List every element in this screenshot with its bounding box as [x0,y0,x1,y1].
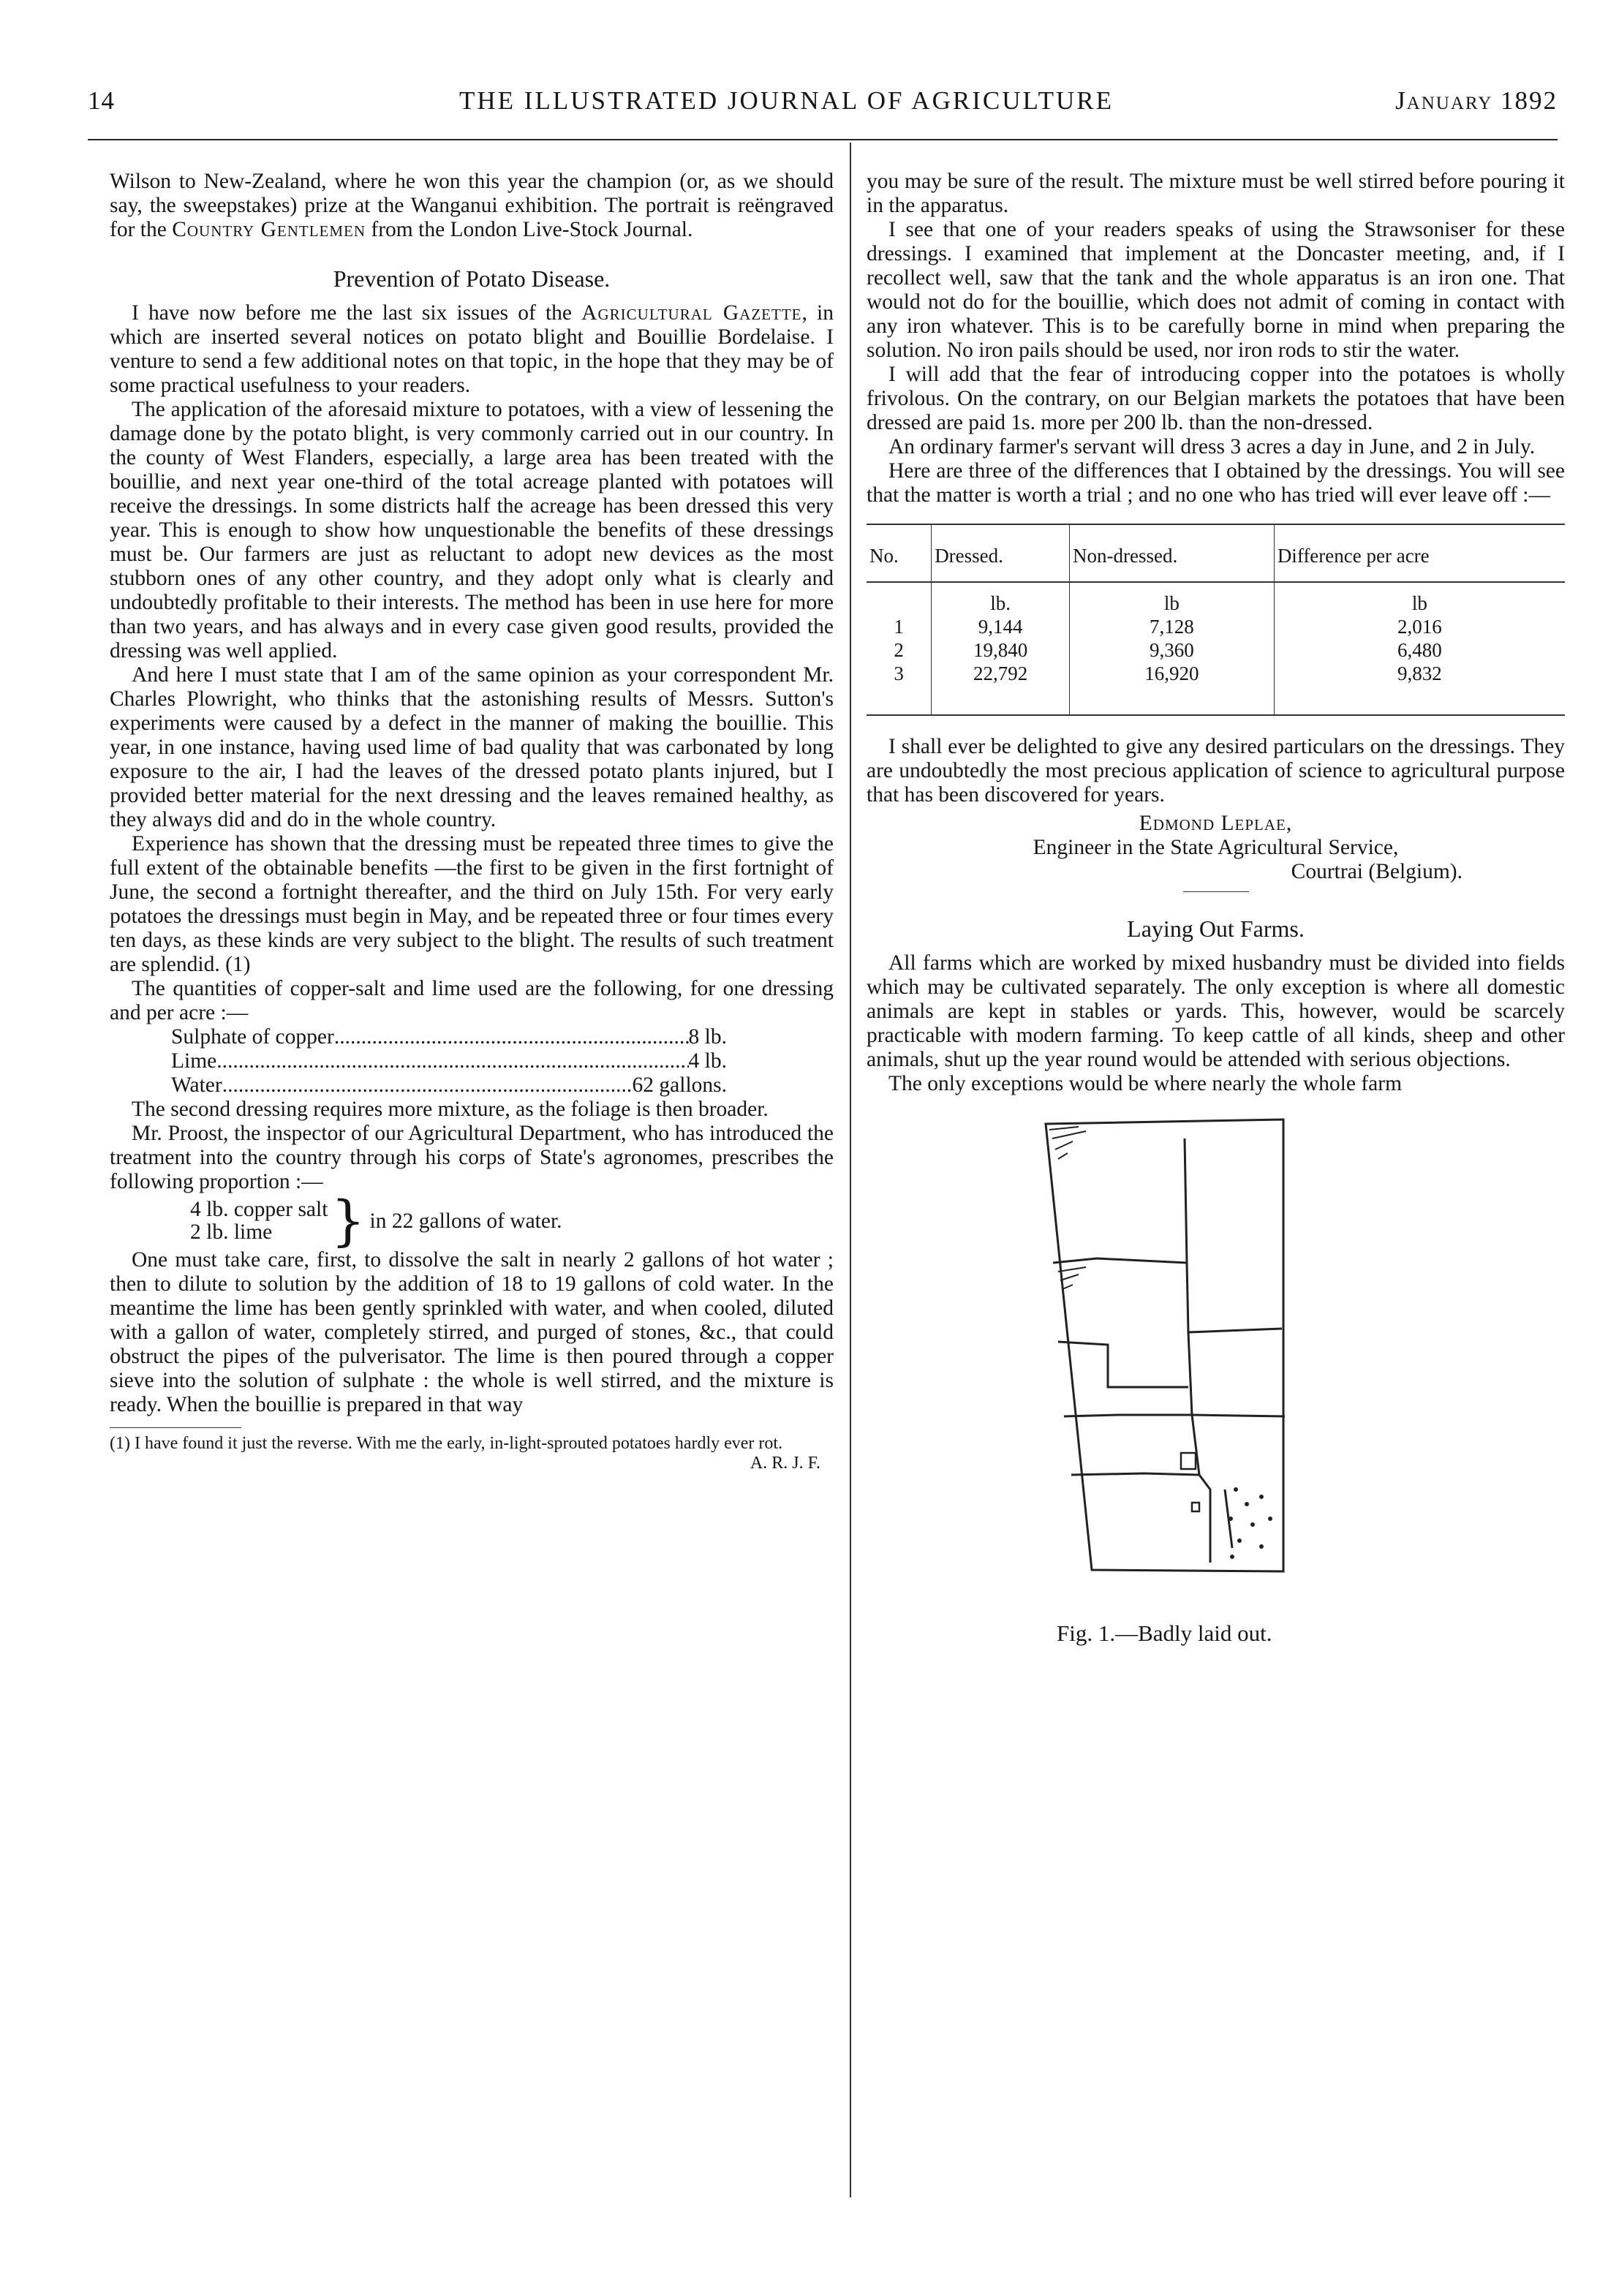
table-row: 3 22,792 16,920 9,832 [867,662,1565,715]
paragraph: you may be sure of the result. The mixture must be well stirred before pouring it in the apparatus. [867,170,1565,217]
section-title-laying-out-farms: Laying Out Farms. [1127,915,1305,942]
proportion-line: 4 lb. copper salt [190,1198,328,1221]
paragraph: All farms which are worked by mixed husbandry must be divided into fields which may be cultivated separately. The only exception is where all domestic animals are kept in stables or yards. This, however, would be scarcely practicable with modern farming. To keep cattle of all kinds, sheep and other animals, shut up the year round would be attended with serious objections. [867,951,1565,1071]
farm-plan-drawing [867,1109,1565,1614]
table-unit-row: lb. lb lb [867,582,1565,615]
paragraph: I will add that the fear of introducing copper into the potatoes is wholly frivolous. On the contrary, on our Belgian markets the potatoes that have been dressed are paid 1s. more per 200 lb. than the non-dressed. [867,363,1565,434]
farm-layout-figure [867,1109,1565,1665]
left-column [110,170,834,1473]
footnote: (1) I have found it just the reverse. With me the early, in-light-sprouted potatoes hardly ever rot. A. R. J. F. [110,1434,820,1473]
paragraph: The second dressing requires more mixture, as the foliage is then broader. [132,1098,769,1121]
journal-title: THE ILLUSTRATED JOURNAL OF AGRICULTURE [459,86,1114,115]
table-row: 1 9,144 7,128 2,016 [867,615,1565,638]
footnote-signature: A. R. J. F. [750,1454,820,1473]
brace: } [331,1190,366,1253]
paragraph: An ordinary farmer's servant will dress 3 acres a day in June, and 2 in July. [888,435,1536,458]
paragraph: Experience has shown that the dressing must be repeated three times to give the full extent of the obtainable benefits —the first to be given in the first fortnight of June, the second a fortnight thereafter, and the third on July 15th. For very early potatoes the dressings must begin in May, and be repeated three or four times every ten days, as these kinds are very subject to the blight. The results of such treatment are splendid. (1) [110,832,834,976]
results-table [867,524,1565,716]
mixture-item: Sulphate of copper ..... 8 lb. [171,1025,727,1049]
paragraph: Mr. Proost, the inspector of our Agricultural Department, who has introduced the treatment into the country through his corps of State's agronomes, prescribes the following proportion :— [110,1122,834,1193]
table-header-row [867,524,1565,582]
proportion-formula [190,1190,834,1253]
paragraph: And here I must state that I am of the same opinion as your correspondent Mr. Charles Plowright, who thinks that the astonishing results of Messrs. Sutton's experiments were caused by a defect in the manner of making the bouillie. This year, in one instance, having used lime of bad quality that was carbonated by long exposure to the air, I had the leaves of the dressed potato plants injured, but I provided better material for the next dressing and the leaves remained healthy, as they always did and do in the whole country. [110,663,834,831]
table-header: No. [867,524,932,582]
mixture-item: Lime ..... 4 lb. [171,1049,727,1073]
paragraph: The only exceptions would be where nearly the whole farm [888,1072,1403,1095]
mixture-list [171,1025,834,1098]
table-row: 2 19,840 9,360 6,480 [867,638,1565,662]
proportion-rest: in 22 gallons of water. [369,1209,562,1233]
right-column [867,170,1565,1665]
header-rule [88,139,1558,140]
table-header: Dressed. [932,524,1070,582]
figure-caption: Fig. 1.—Badly laid out. [1057,1620,1272,1646]
author-location: Courtrai (Belgium). [1291,860,1463,883]
author-name: Edmond Leplae, [1139,812,1293,835]
intro-paragraph: Wilson to New-Zealand, where he won this year the champion (or, as we should say, the sweepstakes) prize at the Wanganui exhibition. The portrait is reëngraved for the Country Gentlemen from the London Live-Stock Journal. [110,170,834,241]
paragraph: The application of the aforesaid mixture to potatoes, with a view of lessening the damage done by the potato blight, is very commonly carried out in our country. In the county of West Flanders, especially, a large area has been treated with the bouillie, and next year one-third of the total acreage planted with potatoes will receive the dressings. In some districts half the acreage has been dressed this very year. This is enough to show how unquestionable the benefits of these dressings must be. Our farmers are just as reluctant to adopt new devices as the most stubborn ones of any other country, and they adopt only what is clearly and undoubtedly profitable to their interests. The method has been in use here for more than two years, and has always and in every case given good results, provided the dressing was well applied. [110,398,834,662]
page-number: 14 [88,86,115,115]
column-divider [850,143,851,2197]
paragraph: The quantities of copper-salt and lime used are the following, for one dressing and per acre :— [110,977,834,1024]
footnote-rule [110,1427,241,1428]
paragraph: I have now before me the last six issues of the Agricultural Gazette, in which are inserted several notices on potato blight and Bouillie Bordelaise. I venture to send a few additional notes on that topic, in the hope that they may be of some practical usefulness to your readers. [110,301,834,397]
paragraph: One must take care, first, to dissolve the salt in nearly 2 gallons of hot water ; then to dilute to solution by the addition of 18 to 19 gallons of cold water. In the meantime the lime has been gently sprinkled with water, and when cooled, diluted with a gallon of water, completely stirred, and purged of stones, &c., that could obstruct the pipes of the pulverisator. The lime is then poured through a copper sieve into the solution of sulphate : the whole is well stirred, and the mixture is ready. When the bouillie is prepared in that way [110,1248,834,1416]
paragraph: Here are three of the differences that I obtained by the dressings. You will see that the matter is worth a trial ; and no one who has tried will ever leave off :— [867,459,1565,507]
signature-block [867,812,1565,884]
issue-date: January 1892 [1395,86,1558,115]
section-rule [1183,891,1249,892]
mixture-item: Water ..... 62 gallons. [171,1073,727,1098]
section-title-potato-disease: Prevention of Potato Disease. [333,265,611,292]
author-title: Engineer in the State Agricultural Service, [1033,836,1399,859]
table-header: Difference per acre [1274,524,1565,582]
table-header: Non-dressed. [1070,524,1275,582]
running-header [88,86,1558,130]
paragraph: I shall ever be delighted to give any desired particulars on the dressings. They are undoubtedly the most precious application of science to agricultural purpose that has been discovered for years. [867,735,1565,807]
paragraph: I see that one of your readers speaks of using the Strawsoniser for these dressings. I examined that implement at the Doncaster meeting, and, if I recollect well, saw that the tank and the whole apparatus is an iron one. That would not do for the bouillie, which does not admit of coming in contact with any iron whatever. This is to be carefully borne in mind when preparing the solution. No iron pails should be used, nor iron rods to stir the water. [867,218,1565,362]
proportion-line: 2 lb. lime [190,1220,273,1244]
